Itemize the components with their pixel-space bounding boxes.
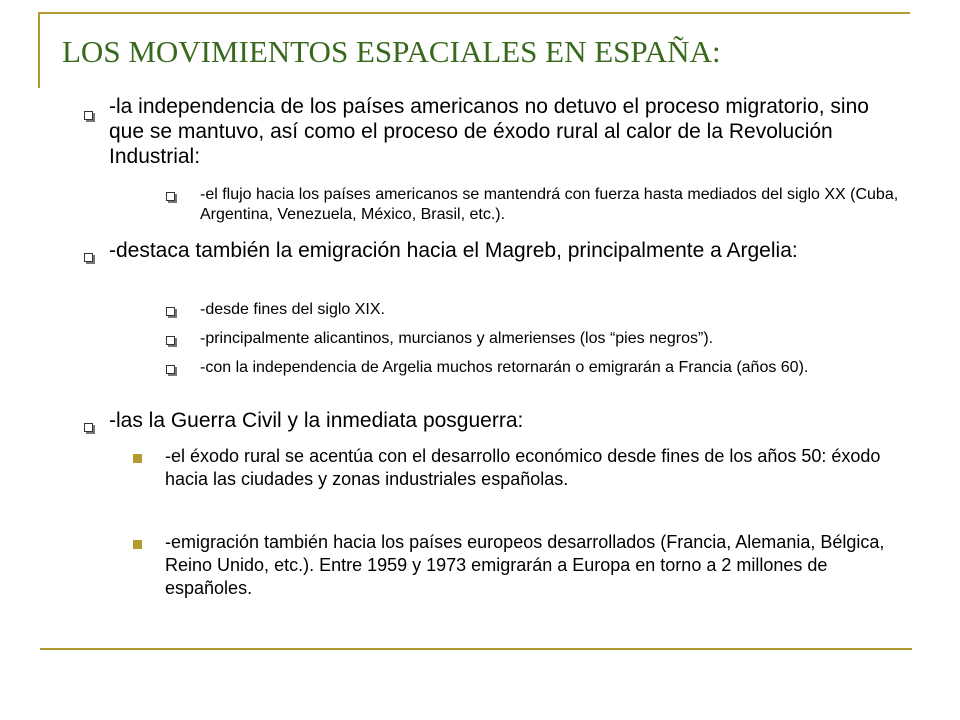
- hollow-square-bullet-icon: [166, 365, 175, 374]
- hollow-square-bullet-icon: [84, 423, 93, 432]
- bullet-text: -desde fines del siglo XIX.: [200, 301, 385, 318]
- bullet-text: -las la Guerra Civil y la inmediata posguerra:: [109, 409, 524, 432]
- hollow-square-bullet-icon: [84, 111, 93, 120]
- filled-square-bullet-icon: [133, 454, 142, 463]
- filled-square-bullet-icon: [133, 540, 142, 549]
- bullet-text: -emigración también hacia los países europeos desarrollados (Francia, Alemania, Bélgica, Reino Unido, etc.). Entre 1959 y 1973 emigrarán a Europa en torno a 2 millones de españoles.: [165, 532, 885, 598]
- bullet-text: -el éxodo rural se acentúa con el desarrollo económico desde fines de los años 50: éxodo hacia las ciudades y zonas industriales españolas.: [165, 446, 881, 489]
- hollow-square-bullet-icon: [84, 253, 93, 262]
- top-divider-line: [38, 12, 910, 14]
- hollow-square-bullet-icon: [166, 307, 175, 316]
- left-accent-line: [38, 12, 40, 88]
- slide-title: LOS MOVIMIENTOS ESPACIALES EN ESPAÑA:: [62, 34, 721, 69]
- bullet-text: -destaca también la emigración hacia el Magreb, principalmente a Argelia:: [109, 239, 798, 262]
- bullet-text: -principalmente alicantinos, murcianos y almerienses (los “pies negros”).: [200, 330, 714, 347]
- bullet-text: -el flujo hacia los países americanos se mantendrá con fuerza hasta mediados del siglo XX (Cuba, Argentina, Venezuela, México, Brasil, etc.).: [200, 186, 899, 223]
- bottom-divider-line: [40, 648, 912, 650]
- bullet-text: -con la independencia de Argelia muchos retornarán o emigrarán a Francia (años 60).: [200, 359, 809, 376]
- bullet-text: -la independencia de los países americanos no detuvo el proceso migratorio, sino que se mantuvo, así como el proceso de éxodo rural al calor de la Revolución Industrial:: [109, 95, 869, 168]
- hollow-square-bullet-icon: [166, 336, 175, 345]
- hollow-square-bullet-icon: [166, 192, 175, 201]
